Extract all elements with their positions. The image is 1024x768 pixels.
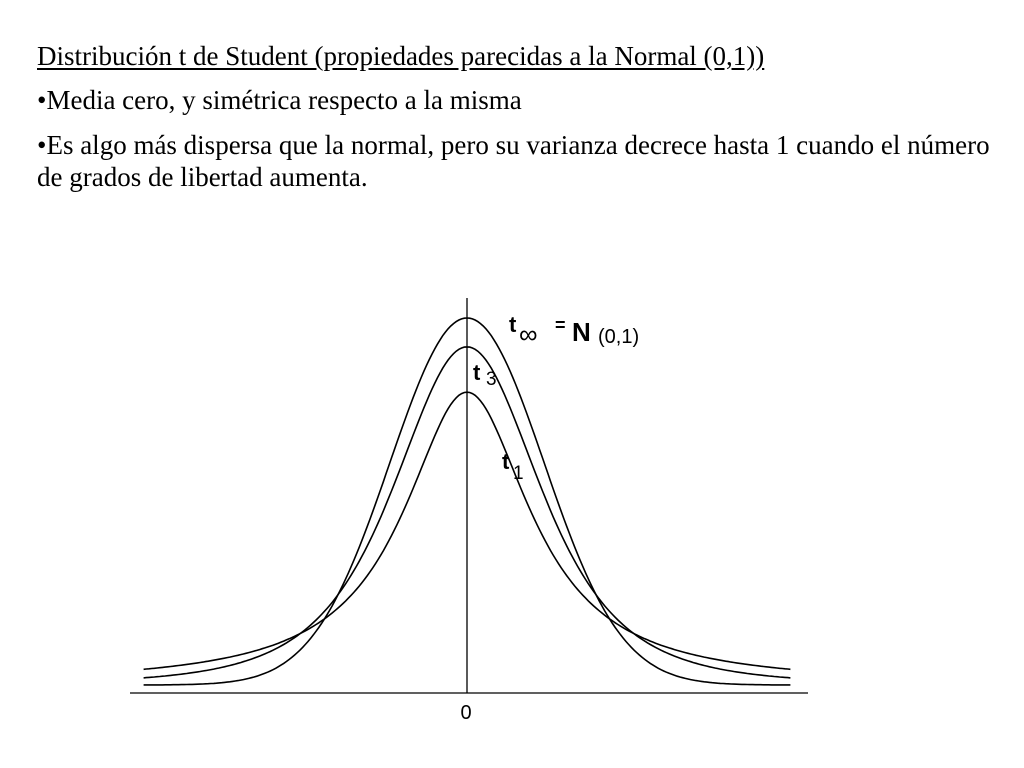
bullet-text: Es algo más dispersa que la normal, pero su varianza decrece hasta 1 cuando el número de grados de libertad aumenta. [37,130,990,192]
label-normal-equals: = [555,315,566,335]
label-t1-t: t [502,449,510,474]
label-normal-args: (0,1) [598,326,640,348]
label-normal [509,312,639,349]
label-normal-infinity: ∞ [519,319,538,349]
label-t3-sub: 3 [486,369,497,390]
label-t1 [502,449,524,484]
bullet-marker: • [37,85,47,115]
bullet-text: Media cero, y simétrica respecto a la misma [46,85,522,115]
bullet-marker: • [37,130,47,160]
slide-title: Distribución t de Student (propiedades parecidas a la Normal (0,1)) [37,41,765,71]
label-normal-N: N [572,317,591,347]
label-t1-sub: 1 [513,463,524,484]
label-t3-t: t [473,360,481,385]
label-t3 [473,360,497,390]
label-normal-t: t [509,312,517,337]
x-tick-zero: 0 [460,702,472,724]
